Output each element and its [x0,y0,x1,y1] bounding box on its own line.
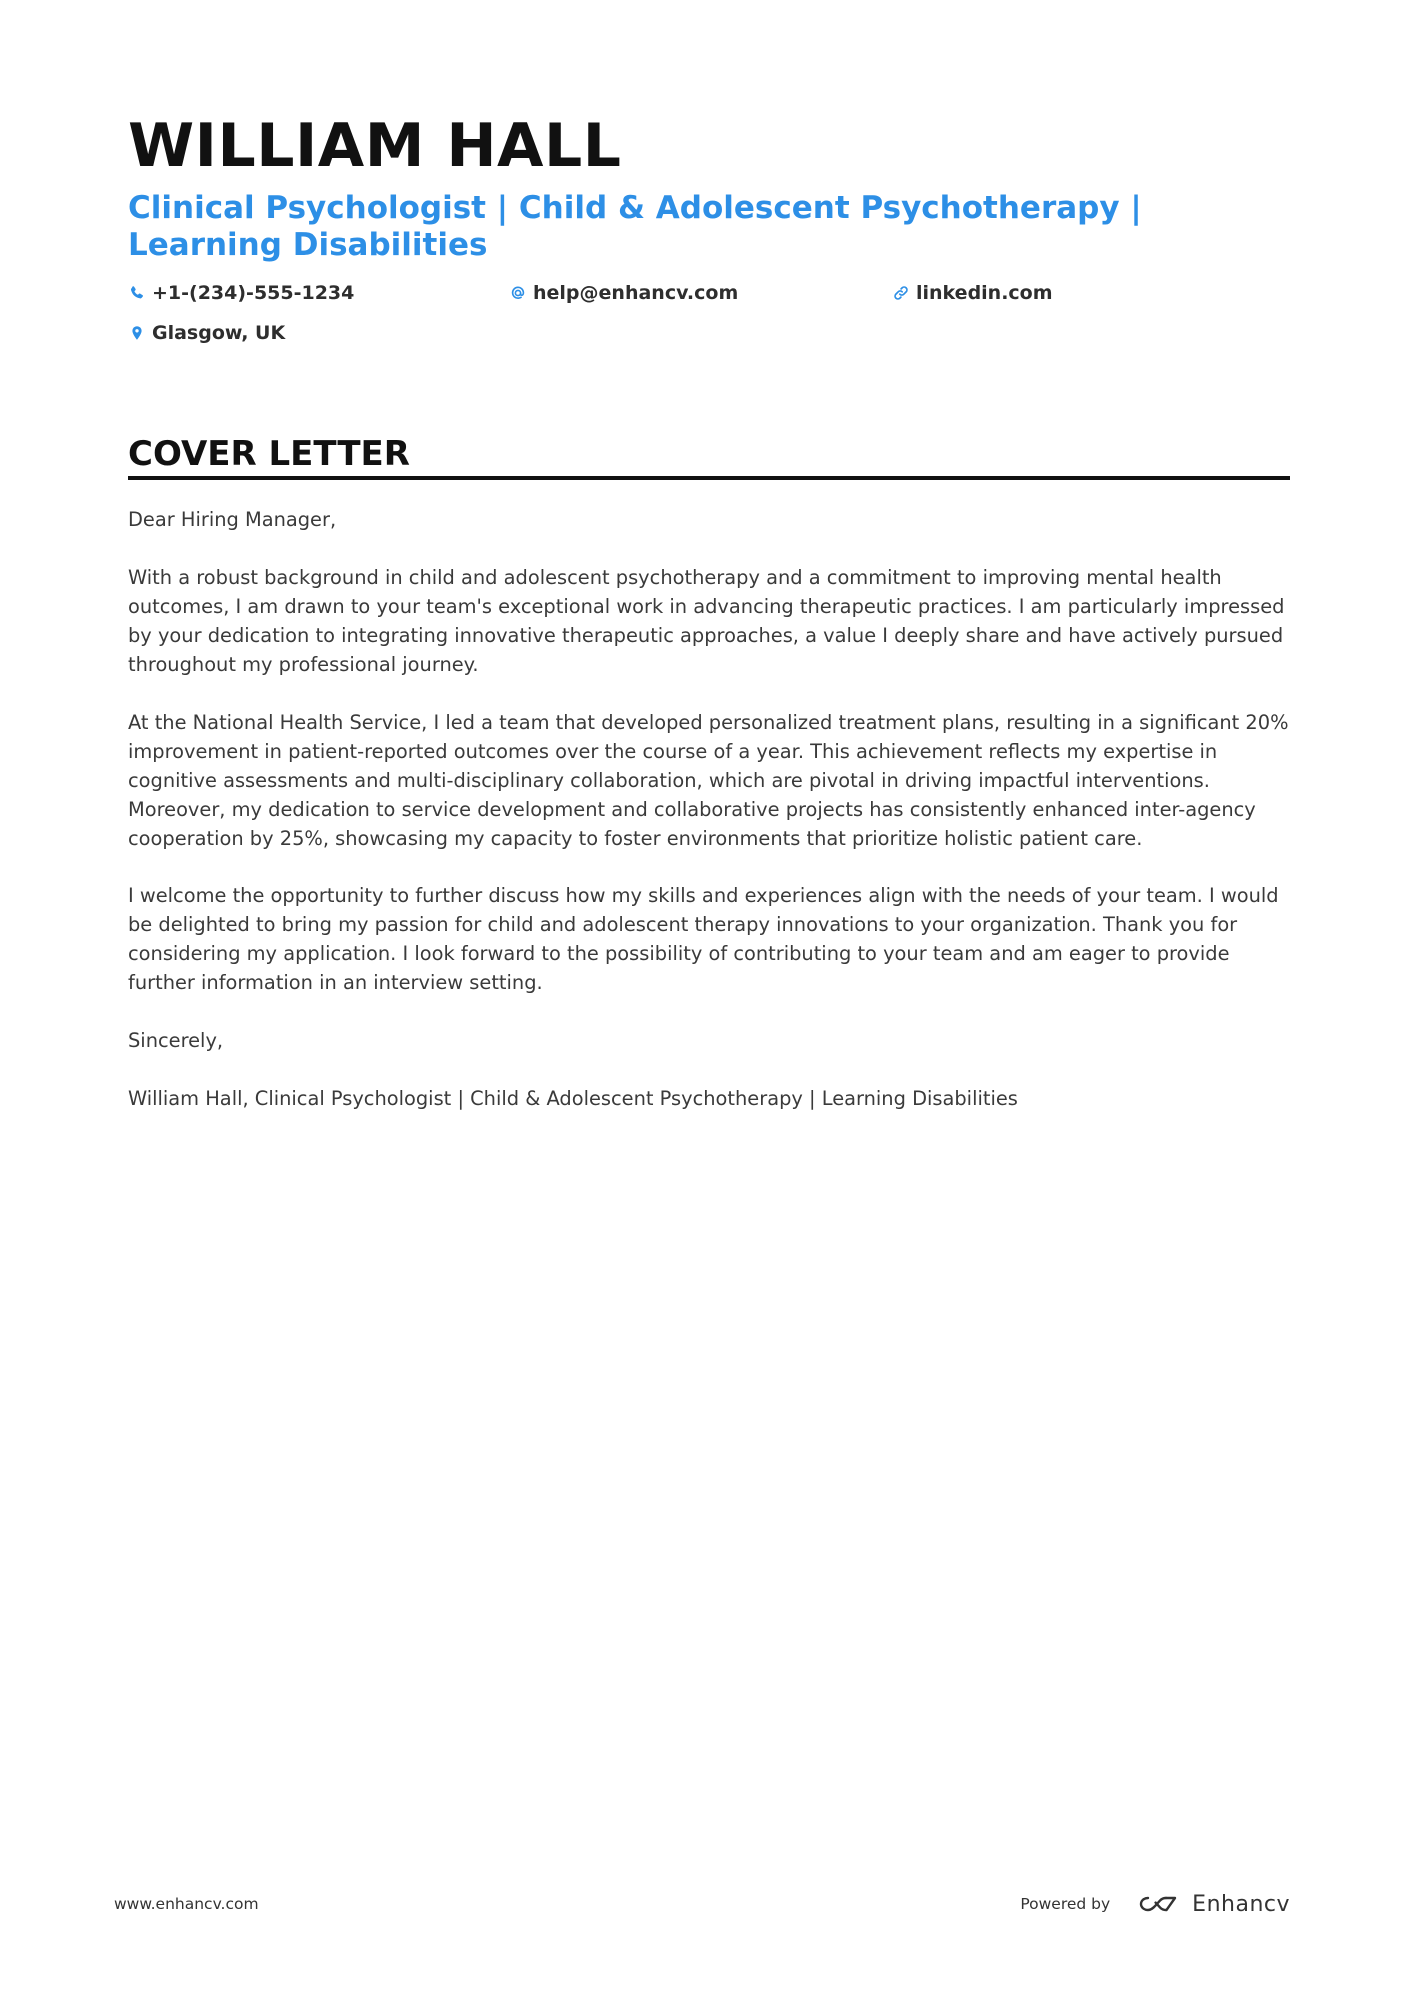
letter-paragraph-2: At the National Health Service, I led a team that developed personalized treatment plans, resulting in a significant 20% improvement in patient-reported outcomes over the course of a year. This achievement reflects my expertise in cognitive assessments and multi-disciplinary collaboration, which are pivotal in driving impactful interventions. Moreover, my dedication to service development and collaborative projects has consistently enhanced inter-agency cooperation by 25%, showcasing my capacity to foster environments that prioritize holistic patient care. [128,711,1289,850]
candidate-name: WILLIAM HALL [128,111,622,181]
map-pin-icon [128,324,146,342]
letter-greeting: Dear Hiring Manager, [128,508,337,531]
enhancv-logo-icon [1134,1892,1182,1916]
footer-website[interactable]: www.enhancv.com [114,1895,259,1913]
footer-branding [1020,1880,1290,1928]
at-icon [509,284,527,302]
contact-link [892,278,1053,308]
letter-paragraph-1: With a robust background in child and adolescent psychotherapy and a commitment to improving mental health outcomes, I am drawn to your team's exceptional work in advancing therapeutic practices. I am particularly impressed by your dedication to integrating innovative therapeutic approaches, a value I deeply share and have actively pursued throughout my professional journey. [128,566,1285,676]
contact-email [509,278,738,308]
link-text[interactable]: linkedin.com [916,282,1053,304]
contact-location [128,318,285,348]
email-text[interactable]: help@enhancv.com [533,282,739,304]
section-title-cover-letter: COVER LETTER [128,434,410,474]
enhancv-brand-text[interactable]: Enhancv [1192,1891,1290,1917]
contact-phone [128,278,354,308]
section-divider [128,476,1290,480]
phone-icon [128,284,146,302]
contact-row-secondary [128,318,528,348]
phone-text[interactable]: +1-(234)-555-1234 [152,282,355,304]
letter-paragraph-3: I welcome the opportunity to further discuss how my skills and experiences align with the needs of your team. I would be delighted to bring my passion for child and adolescent therapy innovations to your organization. Thank you for considering my application. I look forward to the possibility of contributing to your team and am eager to provide further information in an interview setting. [128,884,1279,994]
powered-by-label: Powered by [1020,1895,1111,1913]
letter-closing: Sincerely, [128,1029,224,1052]
letter-signature: William Hall, Clinical Psychologist | Child & Adolescent Psychotherapy | Learning Disabilities [128,1087,1018,1110]
candidate-headline: Clinical Psychologist | Child & Adolescent Psychotherapy | Learning Disabilities [128,190,1142,263]
link-icon [892,284,910,302]
contact-row-primary [128,278,1290,308]
location-text: Glasgow, UK [152,322,286,344]
